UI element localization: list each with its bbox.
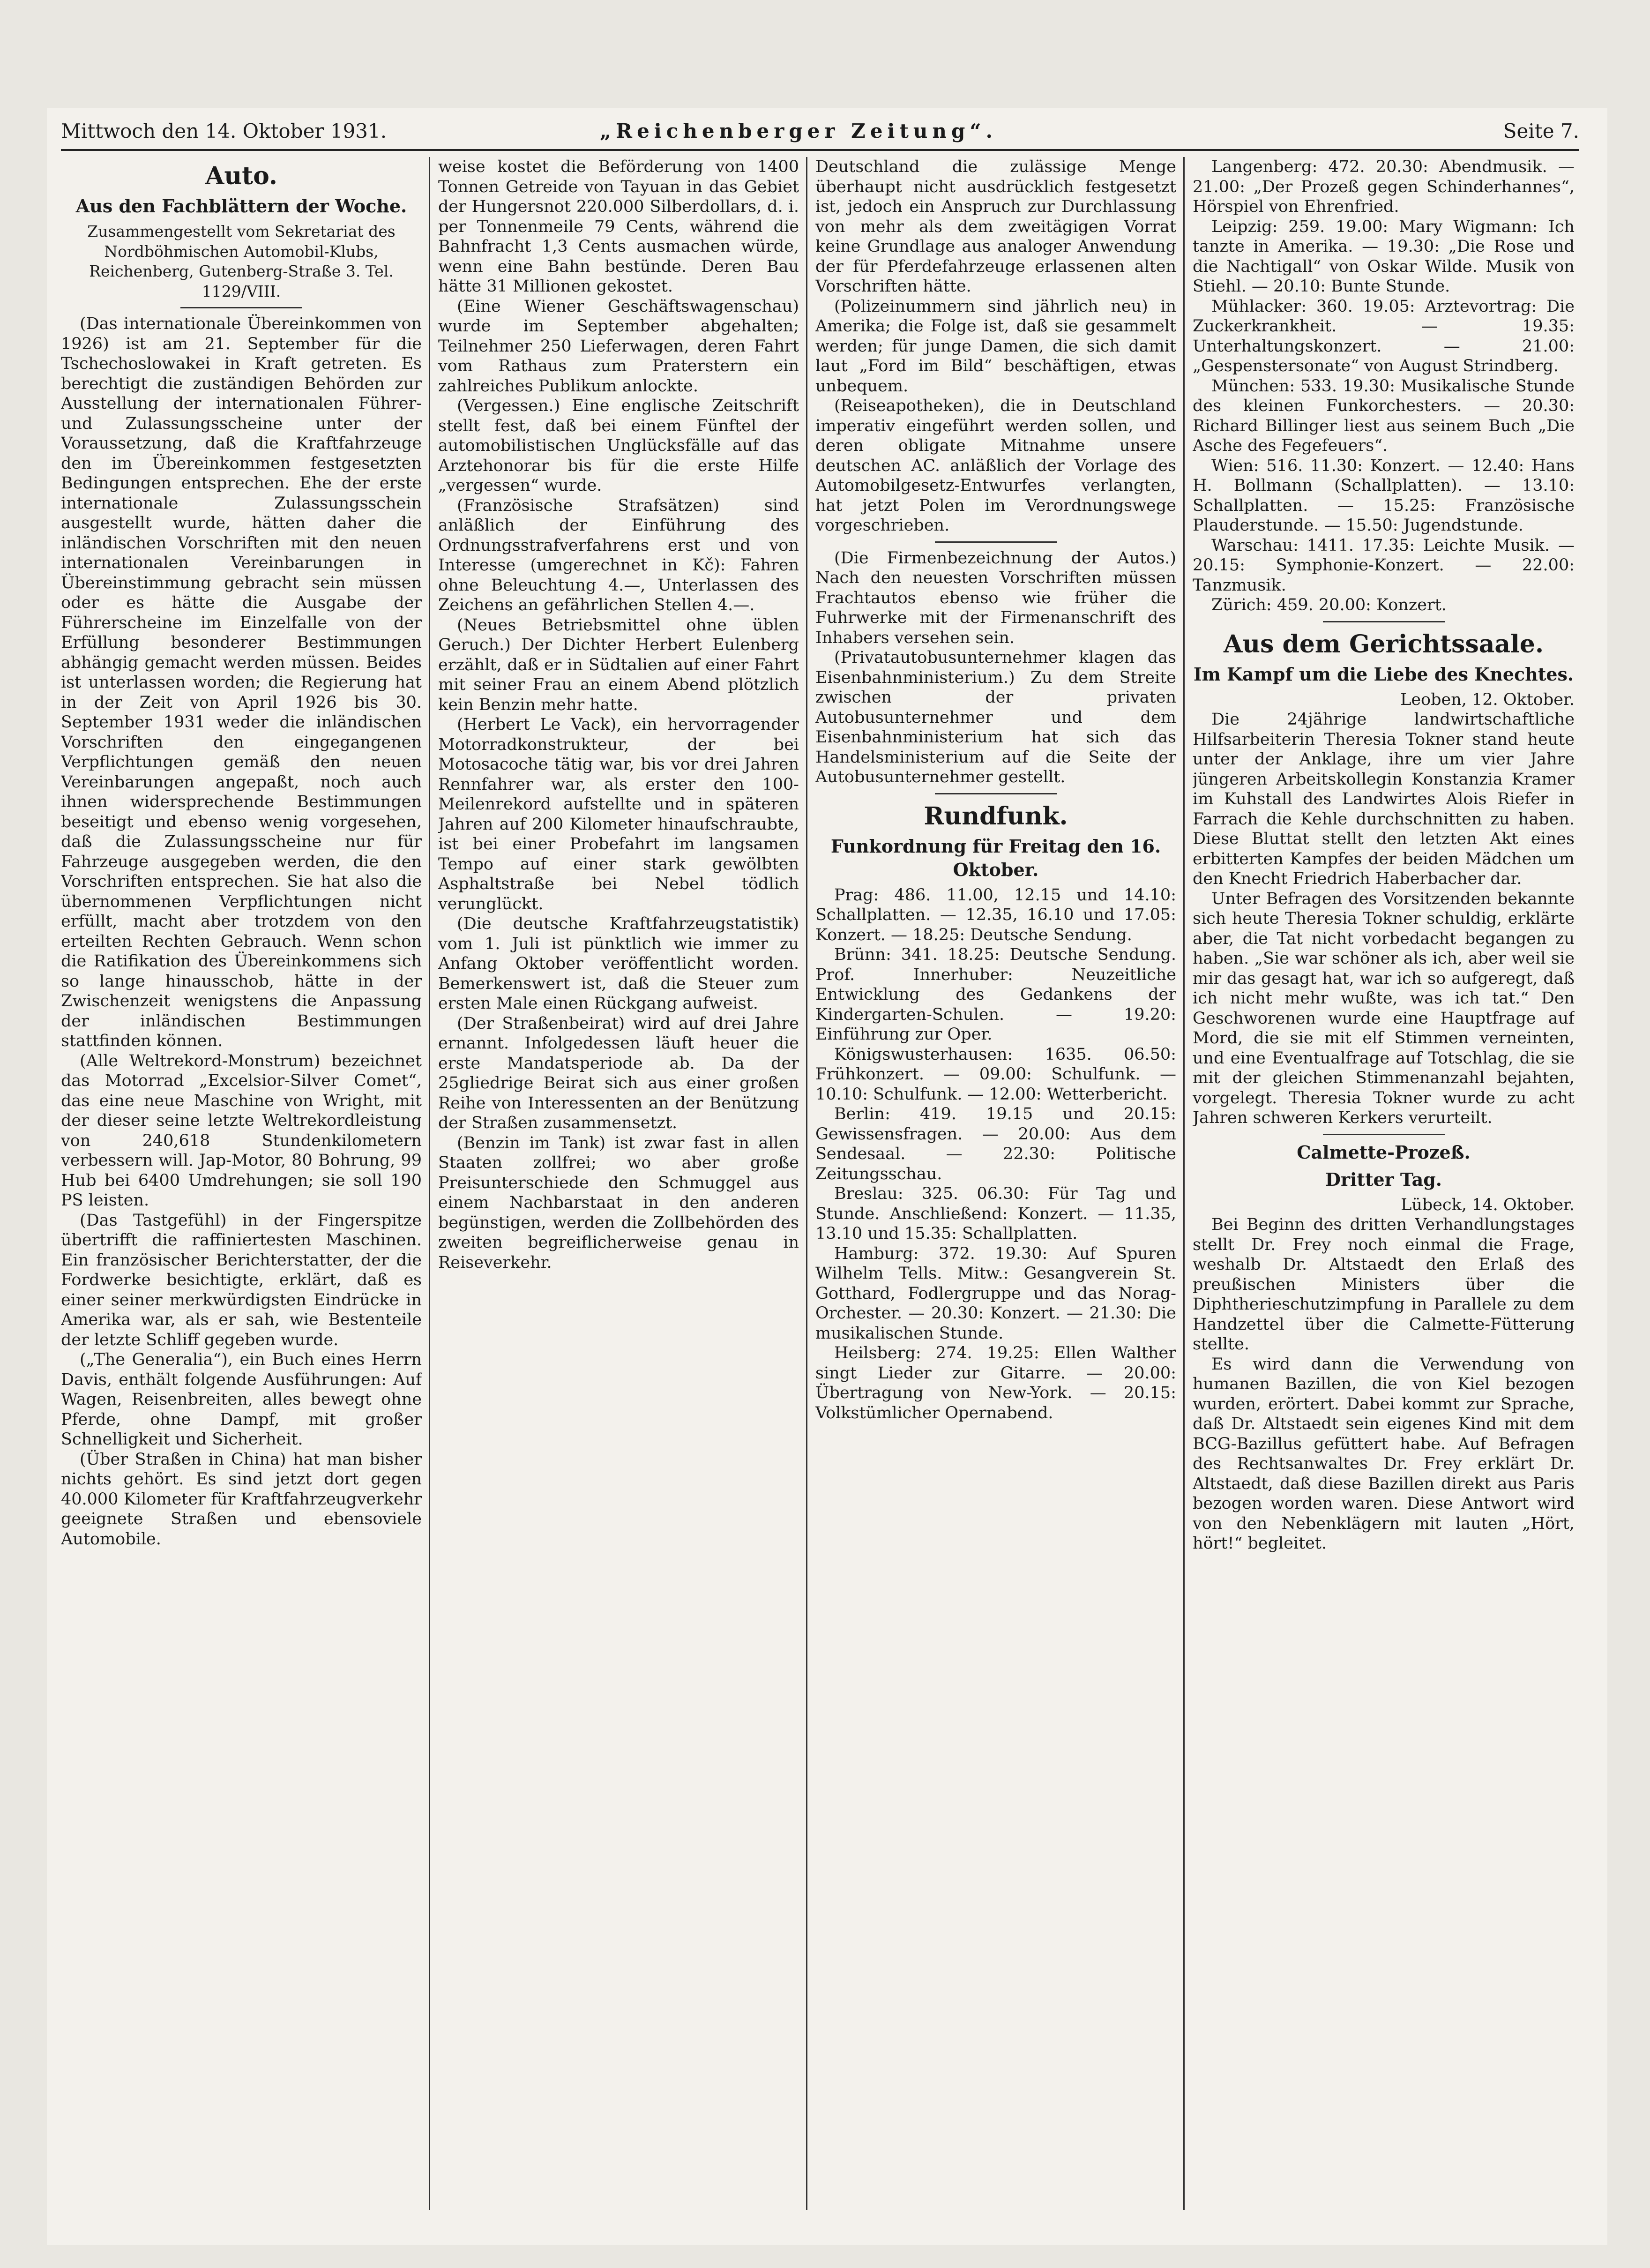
subsection-title: Aus den Fachblättern der Woche.: [75, 195, 407, 217]
article-paragraph: (Privatautobusunternehmer klagen das Eisenbahnministerium.) Zu dem Streite zwischen der privaten Autobusunternehmer und dem Eisenbahnministerium hat sich das Handelsministerium auf die Seite der Autobusunternehmer gestellt.: [815, 648, 1176, 786]
court-article-title: Im Kampf um die Liebe des Knechtes.: [1193, 663, 1574, 685]
article-paragraph: (Alle Weltrekord-Monstrum) bezeichnet das Motorrad „Excelsior-Silver Comet“, das eine neue Maschine von Wright, mit der dieser seine letzte Weltrekordleistung von 240,618 Stundenkilometern verbessern will. Jap-Motor, 80 Bohrung, 99 Hub bei 6400 Umdrehungen; sie soll 190 PS leisten.: [61, 1051, 422, 1210]
section-title-rundfunk: Rundfunk.: [924, 801, 1068, 831]
article-paragraph: („The Generalia“), ein Buch eines Herrn Davis, enthält folgende Ausführungen: Auf Wagen, Reisenbreiten, alles bewegt ohne Pferde, ohne Dampf, mit großer Schnelligkeit und Sicherheit.: [61, 1350, 422, 1449]
article-paragraph: Es wird dann die Verwendung von humanen Bazillen, die von Kiel bezogen wurden, erörtert. Dabei kommt zur Sprache, daß Dr. Altstaedt sein eigenes Kind mit dem BCG-Bazillus gefüttert habe. Auf Befragen des Rechtsanwaltes Dr. Frey erklärt Dr. Altstaedt, daß diese Bazillen direkt aus Paris bezogen worden waren. Diese Antwort wird von den Nebenklägern mit lauten „Hört, hört!“ begleitet.: [1193, 1355, 1575, 1553]
radio-listing: Langenberg: 472. 20.30: Abendmusik. — 21.00: „Der Prozeß gegen Schinderhannes“, Hörspiel von Ehrenfried.: [1193, 157, 1575, 216]
article-paragraph: Unter Befragen des Vorsitzenden bekannte sich heute Theresia Tokner schuldig, erklärte aber, die Tat nicht vorbedacht begangen zu haben. „Sie war schöner als ich, aber weil sie mir das gesagt hat, war ich so aufgeregt, daß ich nicht mehr wußte, was ich tat.“ Den Geschworenen wurde eine Hauptfrage auf Mord, die sie mit elf Stimmen verneinten, und eine Eventualfrage auf Totschlag, die sie mit der gleichen Stimmenanzahl bejahten, vorgelegt. Theresia Tokner wurde zu acht Jahren schweren Kerkers verurteilt.: [1193, 889, 1575, 1127]
radio-listing: Warschau: 1411. 17.35: Leichte Musik. — 20.15: Symphonie-Konzert. — 22.00: Tanzmusik.: [1193, 536, 1575, 595]
radio-listing: Königswusterhausen: 1635. 06.50: Frühkonzert. — 09.00: Schulfunk. — 10.10: Schulfunk. — 12.00: Wetterbericht.: [815, 1045, 1176, 1104]
radio-listing: Heilsberg: 274. 19.25: Ellen Walther singt Lieder zur Gitarre. — 20.00: Übertragung von New-York. — 20.15: Volkstümlicher Opernabend.: [815, 1344, 1176, 1422]
article-paragraph: (Die deutsche Kraftfahrzeugstatistik) vom 1. Juli ist pünktlich wie immer zu Anfang Oktober veröffentlicht worden. Bemerkenswert ist, daß die Steuer zum ersten Male einen Rückgang aufweist.: [438, 914, 799, 1013]
article-paragraph: (Französische Strafsätzen) sind anläßlich der Einführung des Ordnungsstrafverfahrens erst und von Interesse (umgerechnet in Kč): Fahren ohne Beleuchtung 4.—, Unterlassen des Zeichens an gefährlichen Stellen 4.—.: [438, 496, 799, 614]
radio-schedule-title: Funkordnung für Freitag den 16. Oktober.: [830, 835, 1161, 880]
dateline: Lübeck, 14. Oktober.: [1401, 1195, 1575, 1214]
page-number: Seite 7.: [1503, 120, 1579, 142]
radio-listing: Brünn: 341. 18.25: Deutsche Sendung. Prof. Innerhuber: Neuzeitliche Entwicklung des Gedankens der Kindergarten-Schulen. — 19.20: Einführung zur Oper.: [815, 945, 1176, 1044]
article-source: Zusammengestellt vom Sekretariat des Nordböhmischen Automobil-Klubs, Reichenberg, Gutenberg-Straße 3. Tel. 1129/VIII.: [87, 222, 396, 300]
article-paragraph: (Reiseapotheken), die in Deutschland imperativ eingeführt werden sollen, und deren obligate Mitnahme unsere deutschen AC. anläßlich der Vorlage des Automobilgesetz-Entwurfes verlangten, hat jetzt Polen im Verordnungswege vorgeschrieben.: [815, 397, 1176, 535]
article-paragraph: (Die Firmenbezeichnung der Autos.) Nach den neuesten Vorschriften müssen Frachtautos ebenso wie früher die Fuhrwerke mit der Firmenanschrift des Inhabers versehen sein.: [815, 548, 1176, 647]
radio-listing: Wien: 516. 11.30: Konzert. — 12.40: Hans H. Bollmann (Schallplatten). — 13.10: Schallplatten. — 15.25: Französische Plauderstunde. — 15.50: Jugendstunde.: [1193, 456, 1575, 535]
column-2: [438, 157, 799, 2219]
column-divider: [806, 157, 807, 2210]
radio-listing: München: 533. 19.30: Musikalische Stunde des kleinen Funkorchesters. — 20.30: Richard Billinger liest aus seinem Buch „Die Asche des Fegefeuers“.: [1193, 376, 1575, 455]
article-paragraph: Bei Beginn des dritten Verhandlungstages stellt Dr. Frey noch einmal die Frage, weshalb Dr. Altstaedt den Erlaß des preußischen Ministers über die Diphtherieschutzimpfung in Parallele zu dem Handzettel über die Calmette-Fütterung stellte.: [1193, 1215, 1575, 1354]
column-1: [61, 157, 422, 2219]
radio-listing: Zürich: 459. 20.00: Konzert.: [1211, 596, 1447, 614]
divider: [935, 541, 1057, 543]
calmette-title: Calmette-Prozeß.: [1297, 1141, 1471, 1163]
radio-listing: Berlin: 419. 19.15 und 20.15: Gewissensfragen. — 20.00: Aus dem Sendesaal. — 22.30: Politische Zeitungsschau.: [815, 1105, 1176, 1183]
issue-date: Mittwoch den 14. Oktober 1931.: [61, 120, 387, 142]
column-divider: [1183, 157, 1185, 2210]
divider: [935, 793, 1057, 794]
section-title-court: Aus dem Gerichtssaale.: [1223, 629, 1544, 659]
article-paragraph: (Polizeinummern sind jährlich neu) in Amerika; die Folge ist, daß sie gesammelt werden; für junge Damen, die sich damit laut „Ford im Bild“ beschäftigen, etwas unbequem.: [815, 297, 1176, 396]
header-rule: [61, 149, 1579, 151]
section-title-auto: Auto.: [205, 162, 278, 190]
column-3: [815, 157, 1176, 2219]
radio-listing: Leipzig: 259. 19.00: Mary Wigmann: Ich tanzte in Amerika. — 19.30: „Die Rose und die Nachtigall“ von Oskar Wilde. Musik von Stiehl. — 20.10: Bunte Stunde.: [1193, 217, 1575, 296]
article-paragraph: (Neues Betriebsmittel ohne üblen Geruch.) Der Dichter Herbert Eulenberg erzählt, daß er in Südtalien auf einer Fahrt mit seiner Frau an einem Abend plötzlich kein Benzin mehr hatte.: [438, 615, 799, 714]
column-4: [1193, 157, 1575, 2219]
article-paragraph: Deutschland die zulässige Menge überhaupt nicht ausdrücklich festgesetzt ist, jedoch ein Anspruch zur Durchlassung von mehr als dem zweitägigen Vorrat keine Grundlage aus analoger Anwendung der für Pferdefahrzeuge erlassenen alten Vorschriften hätte.: [815, 157, 1176, 296]
article-paragraph: (Eine Wiener Geschäftswagenschau) wurde im September abgehalten; Teilnehmer 250 Lieferwagen, deren Fahrt vom Rathaus zum Praterstern ein zahlreiches Publikum anlockte.: [438, 297, 799, 396]
article-paragraph: (Das Tastgefühl) in der Fingerspitze übertrifft die raffiniertesten Maschinen. Ein französischer Berichterstatter, der die Fordwerke besichtigte, erklärt, daß es einer seiner merkwürdigsten Eindrücke in Amerika war, als er sah, wie Bestenteile der letzte Schliff gegeben wurde.: [61, 1211, 422, 1349]
divider: [1323, 621, 1445, 622]
divider: [1323, 1134, 1445, 1135]
page-header: [61, 117, 1579, 145]
article-paragraph: (Herbert Le Vack), ein hervorragender Motorradkonstrukteur, der bei Motosacoche tätig war, bis vor drei Jahren Rennfahrer war, als erster den 100-Meilenrekord aufstellte und in späteren Jahren auf 200 Kilometer hinaufschraubte, ist bei einer Probefahrt im langsamen Tempo auf einer stark gewölbten Asphaltstraße bei Nebel tödlich verunglückt.: [438, 715, 799, 913]
article-paragraph: (Benzin im Tank) ist zwar fast in allen Staaten zollfrei; wo aber große Preisunterschiede den Schmuggel aus einem Nachbarstaat in den anderen begünstigen, werden die Zollbehörden des zweiten begreiflicherweise genau in Reiseverkehr.: [438, 1133, 799, 1272]
article-paragraph: (Das internationale Übereinkommen von 1926) ist am 21. September für die Tschechoslowakei in Kraft getreten. Es berechtigt die zuständigen Behörden zur Ausstellung der internationalen Führer- und Zulassungsscheine unter der Voraussetzung, daß die Kraftfahrzeuge den im Übereinkommen festgesetzten Bedingungen entsprechen. Ehe der erste internationale Zulassungsschein ausgestellt wurde, hätten daher die inländischen Vorschriften mit den neuen internationalen Vereinbarungen in Übereinstimmung gebracht sein müssen oder es hätte die Ausgabe der Führerscheine im Einzelfalle von der Erfüllung besonderer Bestimmungen abhängig gemacht werden müssen. Beides ist unterlassen worden; die Regierung hat in der Zeit von April 1926 bis 30. September 1931 weder die inländischen Vorschriften den eingegangenen Verpflichtungen gemäß den neuen Vereinbarungen angepaßt, noch auch ihnen widersprechende Bestimmungen beseitigt und ebenso wenig vorgesehen, daß die Zulassungsscheine nur für Fahrzeuge ausgegeben werden, die den Vorschriften entsprechen. Sie hat also die übernommenen Verpflichtungen nicht erfüllt, macht aber trotzdem von den erteilten Rechten Gebrauch. Wenn schon die Ratifikation des Übereinkommens sich so lange hinausschob, hätte in der Zwischenzeit wenigstens die Anpassung der inländischen Bestimmungen stattfinden können.: [61, 314, 422, 1050]
divider: [180, 307, 302, 308]
radio-listing: Hamburg: 372. 19.30: Auf Spuren Wilhelm Tells. Mitw.: Gesangverein St. Gotthard, Fodlergruppe und das Norag-Orchester. — 20.30: Konzert. — 21.30: Die musikalischen Stunde.: [815, 1244, 1176, 1343]
article-paragraph: (Der Straßenbeirat) wird auf drei Jahre ernannt. Infolgedessen läuft heuer die erste Mandatsperiode ab. Da der 25gliedrige Beirat sich aus einer großen Reihe von Interessenten an der Benützung der Straßen zusammensetzt.: [438, 1014, 799, 1132]
article-paragraph: weise kostet die Beförderung von 1400 Tonnen Getreide von Tayuan in das Gebiet der Hungersnot 220.000 Silberdollars, d. i. per Tonnenmeile 79 Cents, während die Bahnfracht 1,3 Cents ausmachen würde, wenn eine Bahn bestünde. Deren Bau hätte 31 Millionen gekostet.: [438, 157, 799, 296]
article-paragraph: (Über Straßen in China) hat man bisher nichts gehört. Es sind jetzt dort gegen 40.000 Kilometer für Kraftfahrzeugverkehr geeignete Straßen und ebensoviele Automobile.: [61, 1450, 422, 1549]
article-paragraph: Die 24jährige landwirtschaftliche Hilfsarbeiterin Theresia Tokner stand heute unter der Anklage, ihre um vier Jahre jüngeren Arbeitskollegin Konstanzia Kramer im Kuhstall des Landwirtes Alois Riefer in Farrach die Kehle durchschnitten zu haben. Diese Bluttat stellt den letzten Akt eines erbitterten Kampfes der beiden Mädchen um den Knecht Friedrich Haberbacher dar.: [1193, 710, 1575, 888]
article-paragraph: (Vergessen.) Eine englische Zeitschrift stellt fest, daß bei einem Fünftel der automobilistischen Unglücksfälle auf das Arztehonorar bis für die erste Hilfe „vergessen“ wurde.: [438, 397, 799, 495]
radio-listing: Mühlacker: 360. 19.05: Arztevortrag: Die Zuckerkrankheit. — 19.35: Unterhaltungskonzert. — 21.00: „Gespenstersonate“ von August Strindberg.: [1193, 297, 1575, 375]
calmette-subtitle: Dritter Tag.: [1325, 1168, 1442, 1190]
radio-listing: Prag: 486. 11.00, 12.15 und 14.10: Schallplatten. — 12.35, 16.10 und 17.05: Konzert. — 18.25: Deutsche Sendung.: [815, 885, 1176, 944]
dateline: Leoben, 12. Oktober.: [1400, 690, 1575, 709]
radio-listing: Breslau: 325. 06.30: Für Tag und Stunde. Anschließend: Konzert. — 11.35, 13.10 und 15.35: Schallplatten.: [815, 1184, 1176, 1243]
column-divider: [429, 157, 430, 2210]
newspaper-title: „Reichenberger Zeitung“.: [600, 120, 998, 142]
